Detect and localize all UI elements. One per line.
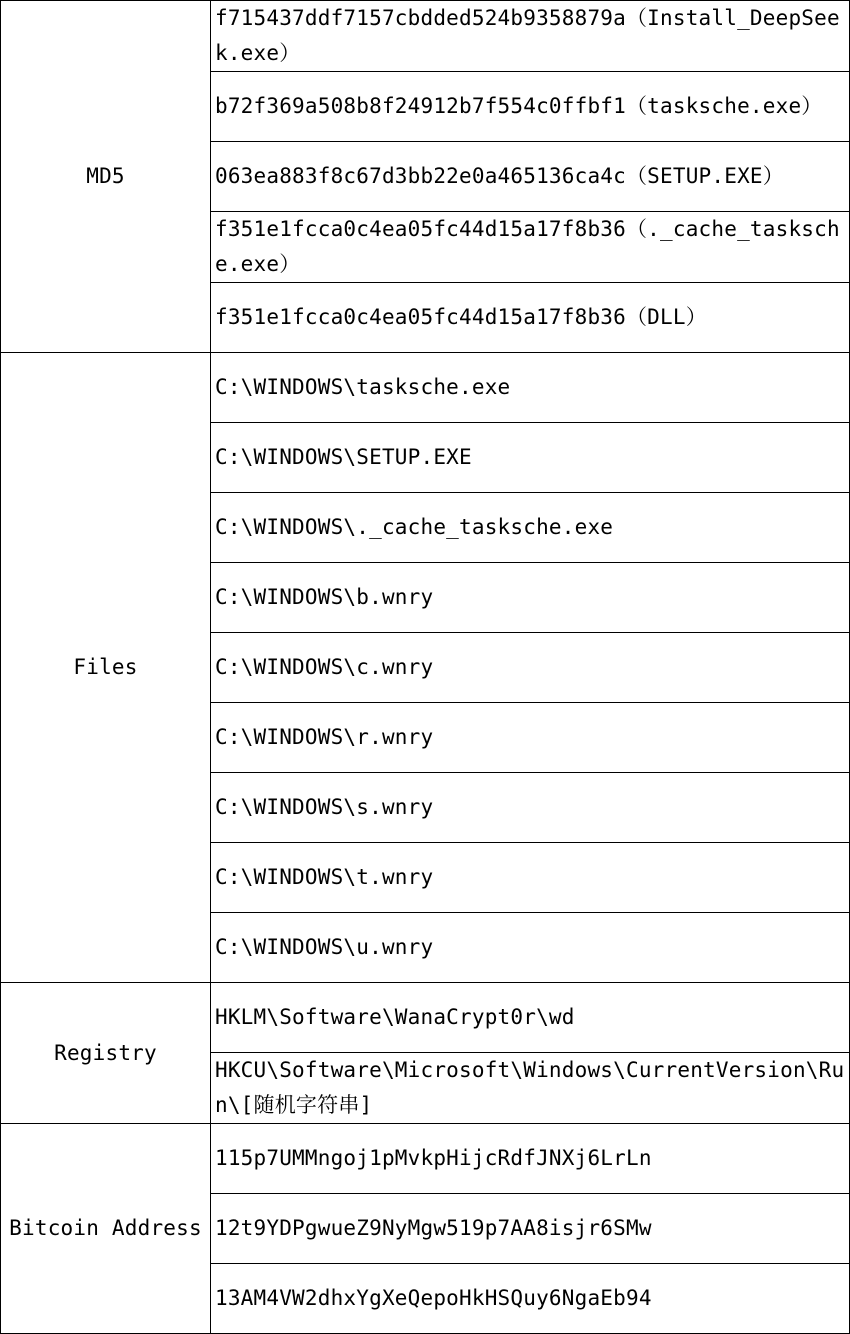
file-path-value: C:\WINDOWS\b.wnry	[211, 563, 850, 633]
md5-hash-value: f351e1fcca0c4ea05fc44d15a17f8b36（DLL）	[211, 283, 850, 353]
registry-key-value: HKLM\Software\WanaCrypt0r\wd	[211, 983, 850, 1053]
table-row	[1, 353, 850, 423]
registry-key-value: HKCU\Software\Microsoft\Windows\CurrentVersion\Run\[随机字符串]	[211, 1053, 850, 1124]
md5-hash-value: 063ea883f8c67d3bb22e0a465136ca4c（SETUP.EXE）	[211, 142, 850, 212]
md5-hash-value: f715437ddf7157cbdded524b9358879a（Install_DeepSeek.exe）	[211, 1, 850, 72]
bitcoin-address-value: 12t9YDPgwueZ9NyMgw519p7AA8isjr6SMw	[211, 1194, 850, 1264]
file-path-value: C:\WINDOWS\r.wnry	[211, 703, 850, 773]
file-path-value: C:\WINDOWS\SETUP.EXE	[211, 423, 850, 493]
file-path-value: C:\WINDOWS\t.wnry	[211, 843, 850, 913]
table-row	[1, 1124, 850, 1194]
file-path-value: C:\WINDOWS\tasksche.exe	[211, 353, 850, 423]
bitcoin-address-value: 115p7UMMngoj1pMvkpHijcRdfJNXj6LrLn	[211, 1124, 850, 1194]
file-path-value: C:\WINDOWS\u.wnry	[211, 913, 850, 983]
category-label-files: Files	[1, 353, 211, 983]
table-row	[1, 983, 850, 1053]
category-label-registry: Registry	[1, 983, 211, 1124]
category-label-bitcoin-address: Bitcoin Address	[1, 1124, 211, 1334]
table-row	[1, 1, 850, 72]
bitcoin-address-value: 13AM4VW2dhxYgXeQepoHkHSQuy6NgaEb94	[211, 1264, 850, 1334]
md5-hash-value: f351e1fcca0c4ea05fc44d15a17f8b36（._cache_tasksche.exe）	[211, 212, 850, 283]
md5-hash-value: b72f369a508b8f24912b7f554c0ffbf1（tasksche.exe）	[211, 72, 850, 142]
file-path-value: C:\WINDOWS\._cache_tasksche.exe	[211, 493, 850, 563]
category-label-md5: MD5	[1, 1, 211, 353]
file-path-value: C:\WINDOWS\s.wnry	[211, 773, 850, 843]
file-path-value: C:\WINDOWS\c.wnry	[211, 633, 850, 703]
